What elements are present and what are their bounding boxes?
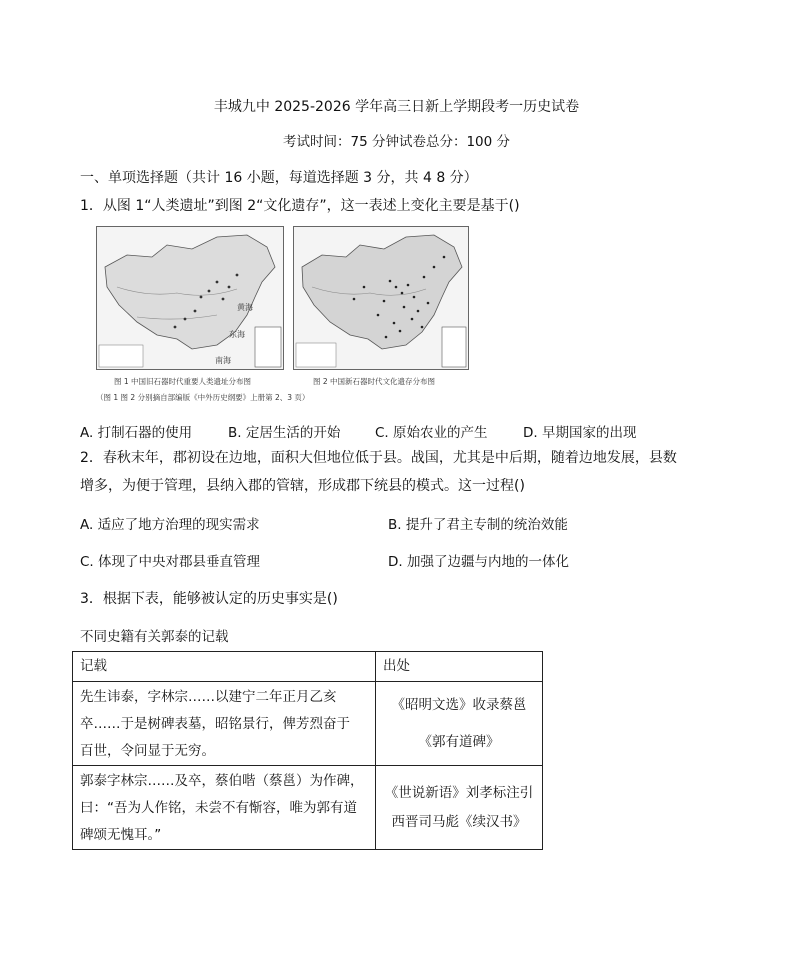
q2-option-a[interactable]: A. 适应了地方治理的现实需求 bbox=[80, 517, 260, 533]
q1-option-c[interactable]: C. 原始农业的产生 bbox=[375, 425, 488, 441]
record-line: 卒……于是树碑表墓，昭铭景行，俾芳烈奋于 bbox=[80, 716, 350, 732]
figure-2-caption: 图 2 中国新石器时代文化遗存分布图 bbox=[313, 377, 436, 386]
question-1-stem: 1．从图 1“人类遗址”到图 2“文化遗存”，这一表述上变化主要是基于() bbox=[80, 198, 520, 214]
record-cell bbox=[73, 766, 376, 850]
exam-subtitle: 考试时间：75 分钟试卷总分：100 分 bbox=[282, 134, 511, 150]
records-table bbox=[72, 651, 543, 850]
header-source: 出处 bbox=[376, 652, 543, 682]
china-map-2-graphic bbox=[294, 227, 468, 369]
map-neolithic-cultures bbox=[293, 226, 469, 370]
source-line: 《世说新语》刘孝标注引 bbox=[384, 784, 534, 801]
table-row bbox=[73, 682, 543, 766]
figures-source-note: （图 1 图 2 分别摘自部编版《中外历史纲要》上册第 2、3 页） bbox=[96, 393, 310, 402]
q2-option-d[interactable]: D. 加强了边疆与内地的一体化 bbox=[388, 554, 569, 570]
record-line: 郭泰字林宗……及卒，蔡伯喈（蔡邕）为作碑， bbox=[80, 773, 364, 789]
record-line: 百世，令问显于无穷。 bbox=[80, 743, 215, 759]
table-title: 不同史籍有关郭泰的记载 bbox=[80, 629, 229, 645]
table-header-row bbox=[73, 652, 543, 682]
china-map-1-graphic bbox=[97, 227, 283, 369]
source-line: 西晋司马彪《续汉书》 bbox=[391, 813, 527, 830]
question-1-figures bbox=[96, 226, 468, 408]
record-line: 曰：“吾为人作铭，未尝不有惭容，唯为郭有道 bbox=[80, 800, 357, 816]
map-label-nanhai: 南海 bbox=[215, 356, 231, 365]
map-paleolithic-sites bbox=[96, 226, 284, 370]
map-label-huanghai: 黄海 bbox=[237, 303, 253, 312]
source-line: 《郭有道碑》 bbox=[418, 733, 500, 750]
q1-option-d[interactable]: D. 早期国家的出现 bbox=[523, 425, 637, 441]
question-3-stem: 3．根据下表，能够被认定的历史事实是() bbox=[80, 591, 338, 607]
figure-1-caption: 图 1 中国旧石器时代重要人类遗址分布图 bbox=[114, 377, 252, 386]
table-row bbox=[73, 766, 543, 850]
source-cell bbox=[376, 682, 543, 766]
q1-option-b[interactable]: B. 定居生活的开始 bbox=[228, 425, 341, 441]
source-cell bbox=[376, 766, 543, 850]
q2-option-c[interactable]: C. 体现了中央对郡县垂直管理 bbox=[80, 554, 261, 570]
map-label-donghai: 东海 bbox=[229, 330, 245, 339]
source-line: 《昭明文选》收录蔡邕 bbox=[391, 696, 527, 713]
question-2-stem-line2: 增多，为便于管理，县纳入郡的管辖，形成郡下统县的模式。这一过程() bbox=[80, 478, 525, 494]
header-record: 记载 bbox=[73, 652, 376, 682]
record-line: 先生讳泰，字林宗……以建宁二年正月乙亥 bbox=[80, 689, 337, 705]
q1-option-a[interactable]: A. 打制石器的使用 bbox=[80, 425, 193, 441]
record-line: 碑颂无愧耳。” bbox=[80, 827, 162, 843]
section-heading: 一、单项选择题（共计 16 小题，每道选择题 3 分，共 4 8 分） bbox=[80, 170, 478, 186]
q2-option-b[interactable]: B. 提升了君主专制的统治效能 bbox=[388, 517, 568, 533]
exam-title: 丰城九中 2025-2026 学年高三日新上学期段考一历史试卷 bbox=[213, 99, 580, 115]
question-2-stem-line1: 2．春秋末年，郡初设在边地，面积大但地位低于县。战国，尤其是中后期，随着边地发展，县数 bbox=[80, 450, 677, 466]
record-cell bbox=[73, 682, 376, 766]
